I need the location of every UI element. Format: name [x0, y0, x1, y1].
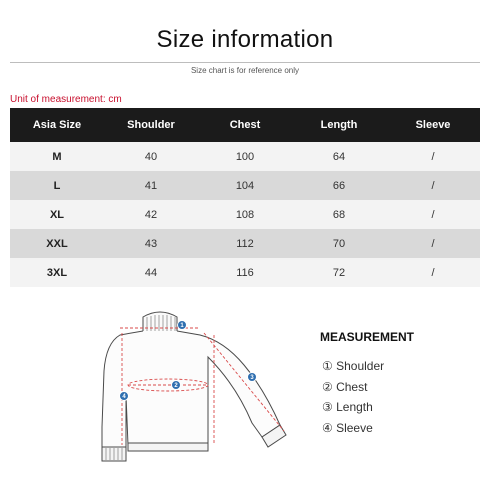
sweater-body-icon — [102, 331, 280, 447]
marker-1-label: 1 — [180, 323, 184, 329]
table-row — [10, 258, 480, 287]
cell-size: M — [10, 142, 104, 171]
cell-shoulder: 41 — [104, 171, 198, 200]
legend-item-sleeve: ④ Sleeve — [322, 420, 373, 435]
legend-item-shoulder: ① Shoulder — [322, 359, 385, 373]
table-row — [10, 229, 480, 258]
page-title: Size information — [156, 26, 334, 53]
legend-item-chest: ② Chest — [322, 379, 368, 394]
measurement-legend — [322, 356, 384, 438]
cell-length: 70 — [292, 229, 386, 258]
cell-chest: 104 — [198, 171, 292, 200]
measurement-title: MEASUREMENT — [320, 330, 415, 344]
column-header-sleeve: Sleeve — [386, 108, 480, 142]
title-divider — [10, 62, 480, 63]
column-header-length: Length — [292, 108, 386, 142]
cell-size: XXL — [10, 229, 104, 258]
unit-label: Unit of measurement: cm — [10, 94, 122, 105]
cell-sleeve: / — [386, 200, 480, 229]
cell-sleeve: / — [386, 229, 480, 258]
marker-3-label: 3 — [250, 375, 254, 381]
cell-size: L — [10, 171, 104, 200]
table-row — [10, 142, 480, 171]
cell-length: 68 — [292, 200, 386, 229]
legend-item-length: ③ Length — [322, 400, 373, 414]
sweater-measurement-diagram — [0, 295, 310, 475]
cell-chest: 116 — [198, 258, 292, 287]
cell-sleeve: / — [386, 258, 480, 287]
cell-length: 72 — [292, 258, 386, 287]
cell-size: XL — [10, 200, 104, 229]
column-header-chest: Chest — [198, 108, 292, 142]
cell-length: 66 — [292, 171, 386, 200]
cell-shoulder: 40 — [104, 142, 198, 171]
cell-length: 64 — [292, 142, 386, 171]
size-table — [10, 108, 480, 287]
marker-4-label: 4 — [122, 394, 126, 400]
cell-chest: 108 — [198, 200, 292, 229]
cell-sleeve: / — [386, 142, 480, 171]
cell-shoulder: 43 — [104, 229, 198, 258]
column-header-shoulder: Shoulder — [104, 108, 198, 142]
column-header-size: Asia Size — [10, 108, 104, 142]
marker-2-label: 2 — [174, 383, 178, 389]
cell-chest: 100 — [198, 142, 292, 171]
cell-size: 3XL — [10, 258, 104, 287]
cell-sleeve: / — [386, 171, 480, 200]
cell-chest: 112 — [198, 229, 292, 258]
table-header-row — [10, 108, 480, 142]
cell-shoulder: 44 — [104, 258, 198, 287]
table-row — [10, 200, 480, 229]
table-row — [10, 171, 480, 200]
page-subtitle: Size chart is for reference only — [190, 66, 300, 75]
cell-shoulder: 42 — [104, 200, 198, 229]
